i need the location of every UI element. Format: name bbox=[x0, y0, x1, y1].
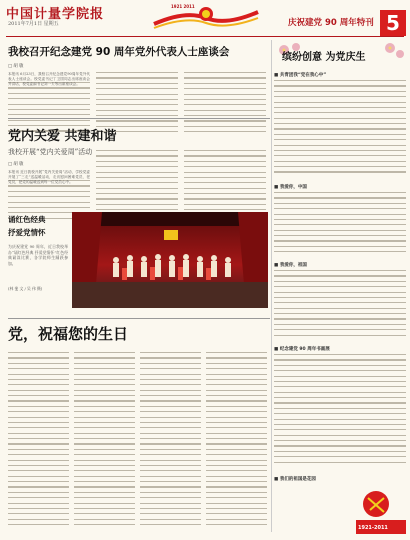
photo-caption-box bbox=[8, 214, 68, 314]
right-item-3: ■ 我爱你，祖国 bbox=[274, 263, 307, 268]
right-column-title: 缤纷创意 为党庆生 bbox=[282, 52, 366, 63]
corner-emblem-years: 1921-2011 bbox=[358, 525, 388, 531]
right-body-4 bbox=[274, 354, 406, 467]
article-3-col1 bbox=[8, 352, 69, 532]
article-3 bbox=[8, 323, 270, 344]
photo-credit: (林 斐 文 / 吴 伟 摄) bbox=[8, 286, 43, 291]
divider-2 bbox=[8, 318, 270, 319]
article-3-col2 bbox=[74, 352, 135, 532]
article-1-lead: 本报讯 6月23日，我校召开纪念建党90周年党外代表人士座谈会。校党委书记丁卫国同志出席座谈会并讲话，校党委副书记刘一夫等出席座谈会。 bbox=[8, 72, 90, 87]
photo-caption-line2: 抒爱党情怀 bbox=[8, 228, 46, 237]
article-1 bbox=[8, 44, 270, 137]
article-2 bbox=[8, 125, 270, 223]
photo-caption-line1: 诵红色经典 bbox=[8, 215, 46, 224]
article-1-title: 我校召开纪念建党 90 周年党外代表人士座谈会 bbox=[8, 46, 230, 58]
right-item-2: ■ 我爱你，中国 bbox=[274, 185, 307, 190]
right-body-3 bbox=[274, 270, 406, 340]
emblem-years: 1921 2011 bbox=[171, 4, 195, 9]
stage-performance-photo bbox=[72, 212, 268, 308]
newspaper-logo: 中国计量学院报 bbox=[6, 7, 105, 22]
article-2-subtitle: 我校开展“党内关爱周”活动 bbox=[8, 148, 93, 156]
right-column bbox=[272, 40, 408, 490]
article-3-col4 bbox=[206, 352, 267, 532]
right-body-2 bbox=[274, 192, 406, 257]
right-body-1 bbox=[274, 80, 406, 177]
masthead-rule bbox=[6, 36, 404, 37]
article-2-byline: □ 胡 敏 bbox=[8, 162, 24, 167]
section-title: 庆祝建党 90 周年特刊 bbox=[288, 18, 374, 28]
dateline: 2011年7月1日 星期五 bbox=[8, 21, 59, 27]
right-item-1: ■ 共青团我“党在我心中” bbox=[274, 73, 327, 78]
article-3-body bbox=[8, 352, 270, 532]
article-3-title: 党，祝福您的生日 bbox=[8, 325, 129, 343]
divider-1 bbox=[8, 118, 270, 119]
page-number: 5 bbox=[380, 10, 406, 36]
right-item-5: ■ 我们的祖国是花园 bbox=[274, 477, 316, 482]
masthead bbox=[0, 0, 410, 38]
article-2-title: 党内关爱 共建和谐 bbox=[8, 129, 117, 144]
right-item-4: ■ 纪念建党 90 周年书画展 bbox=[274, 347, 330, 352]
article-2-lead: 本报讯 近日我校开展“党内关爱周”活动，学校党委开展了“三走”送温暖活动，走访慰问困难党员、老党员，把党的温暖送到每一位党员心中。 bbox=[8, 170, 90, 185]
article-3-col3 bbox=[140, 352, 201, 532]
anniversary-banner-icon bbox=[146, 2, 266, 32]
article-1-byline: □ 胡 敏 bbox=[8, 64, 24, 69]
photo-caption-body: 为庆祝建党 90 周年，近日我校举办“诵红色经典 抒爱党情怀”红色经典诵读比赛，各学院师生踊跃参加。 bbox=[8, 244, 68, 266]
